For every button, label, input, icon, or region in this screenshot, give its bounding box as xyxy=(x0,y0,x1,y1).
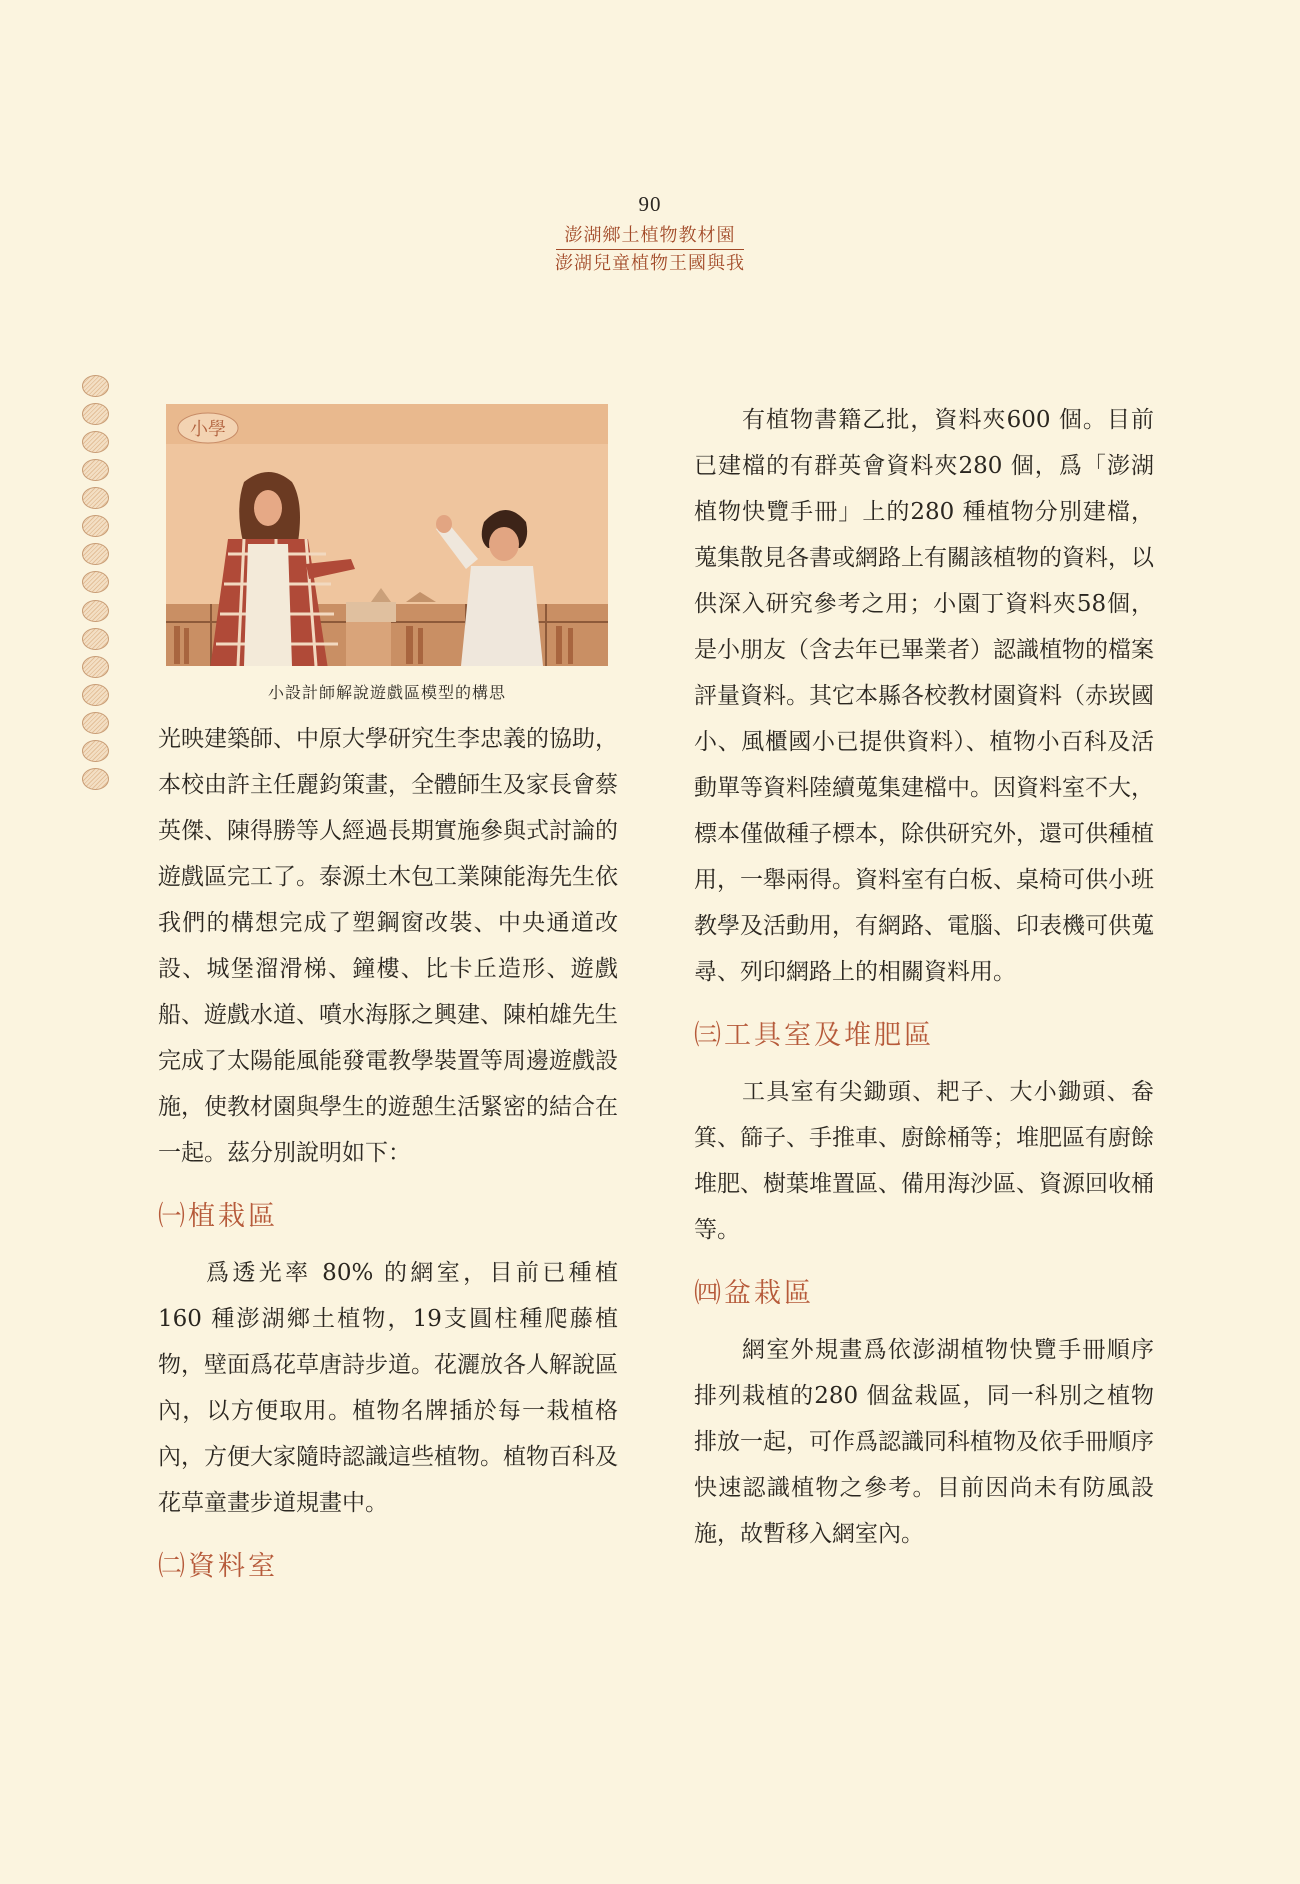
ornament-knot-icon xyxy=(82,740,109,762)
page-number: 90 xyxy=(638,192,662,216)
right-column xyxy=(694,397,1154,1557)
ornament-knot-icon xyxy=(82,684,109,706)
ornament-knot-icon xyxy=(82,571,109,593)
ornament-knot-icon xyxy=(82,431,109,453)
ornament-knot-icon xyxy=(82,487,109,509)
resource-room-paragraph: 有植物書籍乙批，資料夾600 個。目前已建檔的有群英會資料夾280 個，爲「澎湖植物快覽手冊」上的280 種植物分別建檔，蒐集散見各書或網路上有關該植物的資料，以供深入研究參考之用；小園丁資料夾58個，是小朋友（含去年已畢業者）認識植物的檔案評量資料。其它本縣各校教材園資料（赤崁國小、風櫃國小已提供資料）、植物小百科及活動單等資料陸續蒐集建檔中。因資料室不大，標本僅做種子標本，除供研究外，還可供種植用，一舉兩得。資料室有白板、桌椅可供小班教學及活動用，有網路、電腦、印表機可供蒐尋、列印網路上的相關資料用。 xyxy=(694,407,1154,985)
potted-area-paragraph: 網室外規畫爲依澎湖植物快覽手冊順序排列栽植的280 個盆栽區，同一科別之植物排放一起，可作爲認識同科植物及依手冊順序快速認識植物之參考。目前因尚未有防風設施，故暫移入網室內。 xyxy=(694,1337,1154,1547)
planting-paragraph: 爲透光率 80% 的網室，目前已種植 160 種澎湖鄉土植物，19支圓柱種爬藤植物，壁面爲花草唐詩步道。花灑放各人解說區內，以方便取用。植物名牌插於每一栽植格內，方便大家隨時認識這些植物。植物百科及花草童畫步道規畫中。 xyxy=(158,1260,618,1516)
ornament-knot-icon xyxy=(82,600,109,622)
ornament-knot-icon xyxy=(82,628,109,650)
ornament-knot-icon xyxy=(82,459,109,481)
ornament-knot-icon xyxy=(82,712,109,734)
book-subtitle: 澎湖兒童植物王國與我 xyxy=(555,253,745,274)
intro-paragraph: 光映建築師、中原大學研究生李忠義的協助，本校由許主任麗鈞策畫，全體師生及家長會蔡英傑、陳得勝等人經過長期實施參與式討論的遊戲區完工了。泰源土木包工業陳能海先生依我們的構想完成了塑鋼窗改裝、中央通道改設、城堡溜滑梯、鐘樓、比卡丘造形、遊戲船、遊戲水道、噴水海豚之興建、陳柏雄先生完成了太陽能風能發電教學裝置等周邊遊戲設施，使教材園與學生的遊憩生活緊密的結合在一起。茲分別說明如下： xyxy=(158,726,618,1166)
ornament-knot-icon xyxy=(82,515,109,537)
section-heading-potted-area: ㈣盆栽區 xyxy=(694,1278,814,1309)
tool-room-paragraph: 工具室有尖鋤頭、耙子、大小鋤頭、畚箕、篩子、手推車、廚餘桶等；堆肥區有廚餘堆肥、樹葉堆置區、備用海沙區、資源回收桶等。 xyxy=(694,1079,1154,1243)
ornament-knot-icon xyxy=(82,543,109,565)
ornament-knot-icon xyxy=(82,768,109,790)
photo-sign-text: 小學 xyxy=(190,419,226,440)
left-column xyxy=(158,716,618,1590)
photo-caption: 小設計師解說遊戲區模型的構思 xyxy=(267,683,506,702)
section-heading-resource-room: ㈡資料室 xyxy=(158,1551,278,1582)
margin-ornament xyxy=(80,375,110,790)
book-title: 澎湖鄉土植物教材園 xyxy=(564,225,736,246)
classroom-photo xyxy=(166,404,608,666)
section-heading-planting: ㈠植栽區 xyxy=(158,1201,278,1232)
ornament-knot-icon xyxy=(82,403,109,425)
section-heading-tool-room: ㈢工具室及堆肥區 xyxy=(694,1020,934,1051)
ornament-knot-icon xyxy=(82,656,109,678)
page-header xyxy=(0,192,1300,277)
ornament-knot-icon xyxy=(82,375,109,397)
